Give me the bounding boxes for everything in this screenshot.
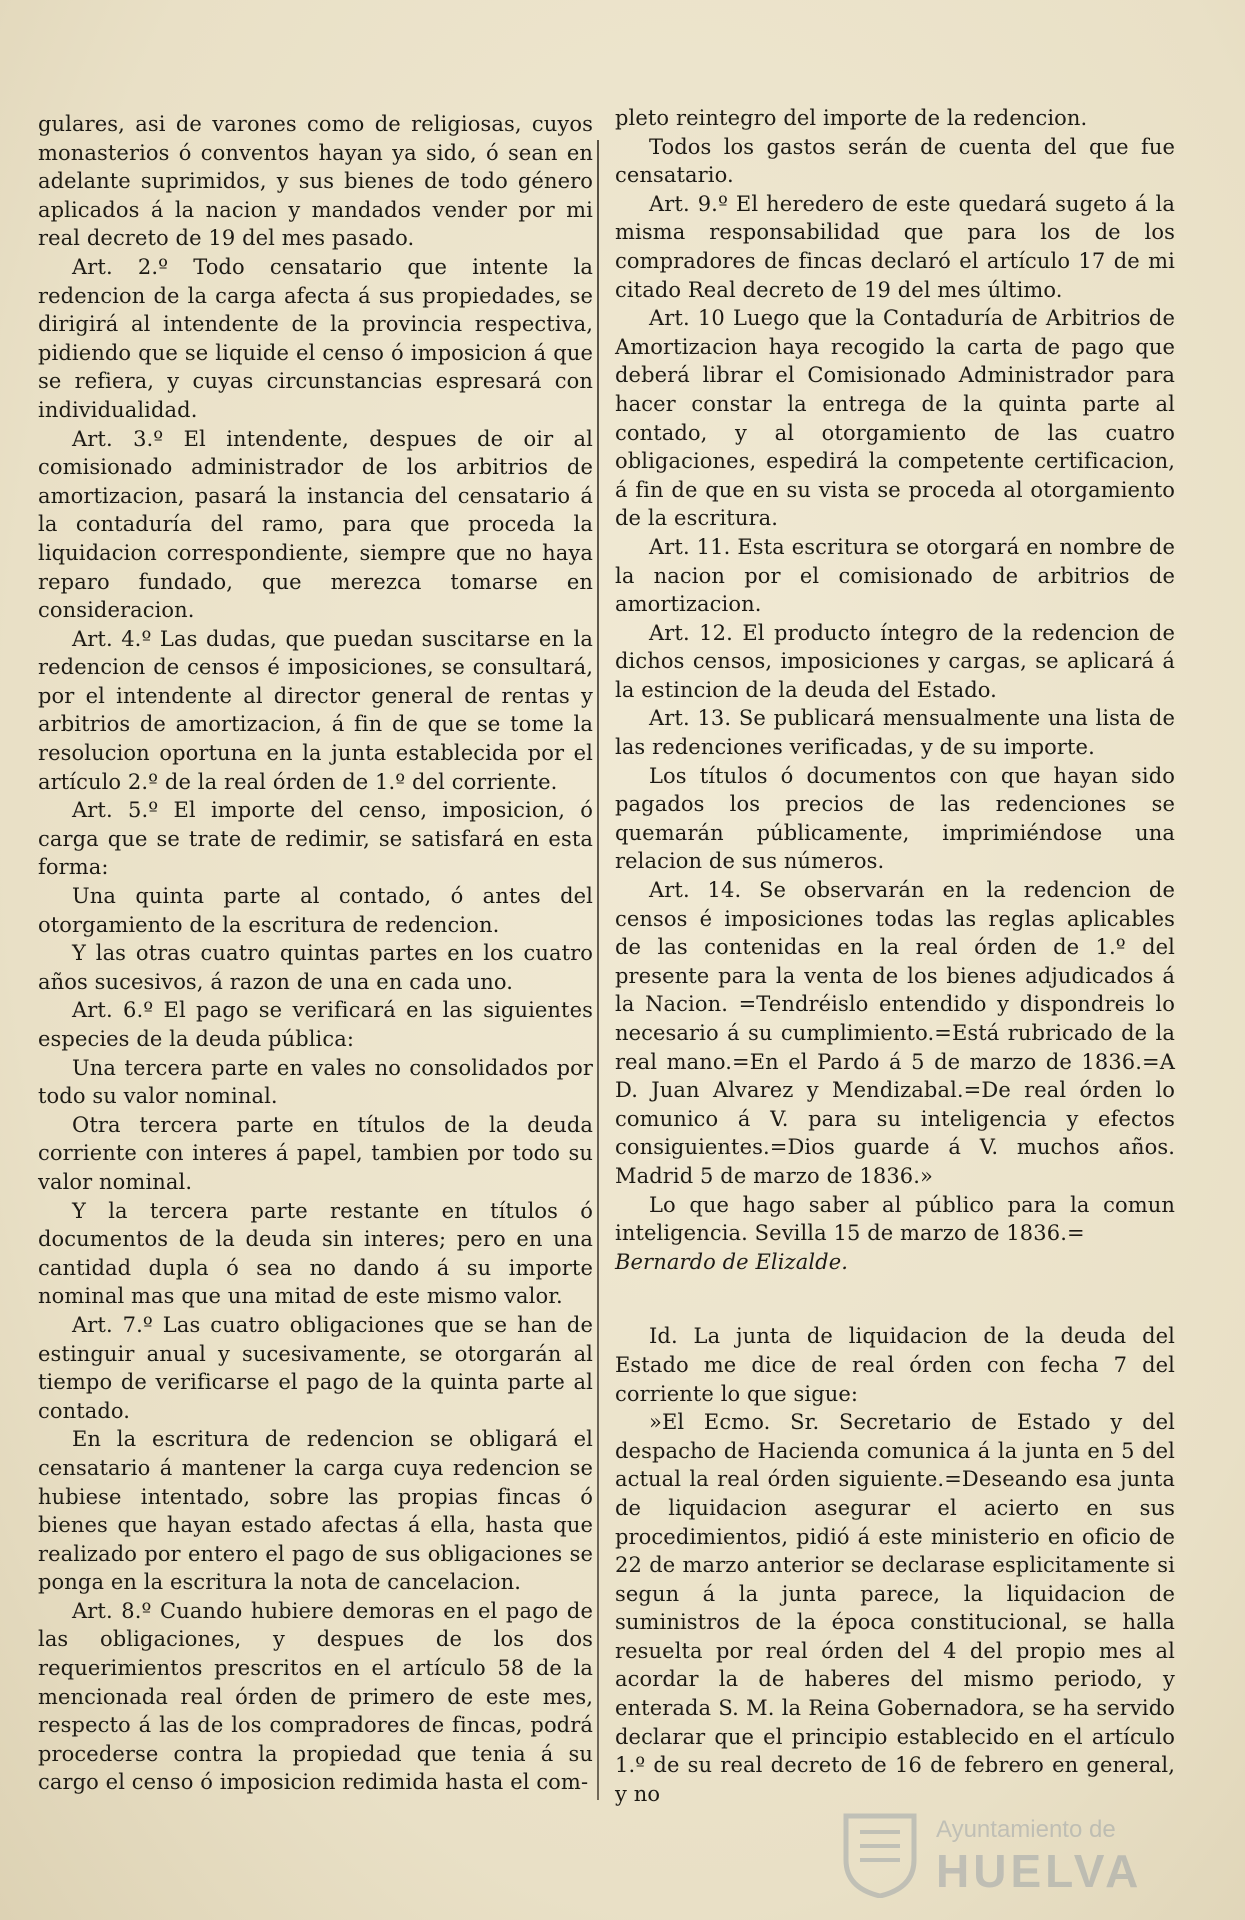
paragraph: Art. 7.º Las cuatro obligaciones que se han de estinguir anual y sucesivamente, se otorgarán al tiempo de verificarse el pago de la quinta parte al contado. xyxy=(38,1312,593,1423)
left-text-column xyxy=(38,110,593,1797)
paragraph: Art. 2.º Todo censatario que intente la redencion de la carga afecta á sus propiedades, se dirigirá al intendente de la provincia respectiva, pidiendo que se liquide el censo ó imposicion á que se refiera, y cuyas circunstancias espresará con individualidad. xyxy=(38,254,593,422)
paragraph: Art. 14. Se observarán en la redencion de censos é imposiciones todas las reglas aplicables de las contenidas en la real órden de 1.º del presente para la venta de los bienes adjudicados á la Nacion. =Tendréislo entendido y dispondreis lo necesario á su cumplimiento.=Está rubricado de la real mano.=En el Pardo á 5 de marzo de 1836.=A D. Juan Alvarez y Mendizabal.=De real órden lo comunico á V. para su inteligencia y efectos consiguientes.=Dios guarde á V. muchos años. Madrid 5 de marzo de 1836.» xyxy=(615,878,1175,1188)
paragraph: Art. 5.º El importe del censo, imposicion, ó carga que se trate de redimir, se satisfará en esta forma: xyxy=(38,798,593,880)
paragraph: Id. La junta de liquidacion de la deuda del Estado me dice de real órden con fecha 7 del corriente lo que sigue: xyxy=(615,1324,1175,1406)
paragraph: Art. 4.º Las dudas, que puedan suscitarse en la redencion de censos é imposiciones, se consultará, por el intendente al director general de rentas y arbitrios de amortizacion, á fin de que se tome la resolucion oportuna en la junta establecida por el artículo 2.º de la real órden de 1.º del corriente. xyxy=(38,626,593,794)
paragraph: Una quinta parte al contado, ó antes del otorgamiento de la escritura de redencion. xyxy=(38,884,593,937)
paragraph: »El Ecmo. Sr. Secretario de Estado y del despacho de Hacienda comunica á la junta en 5 del actual la real órden siguiente.=Deseando esa junta de liquidacion asegurar el acierto en sus procedimientos, pidió á este ministerio en oficio de 22 de marzo anterior se declarase esplicitamente si segun á la junta parece, la liquidacion de suministros de la época constitucional, se halla resuelta por real órden del 4 del propio mes al acordar la de haberes del mismo periodo, y enterada S. M. la Reina Gobernadora, se ha servido declarar que el principio establecido en el artículo 1.º de su real decreto de 16 de febrero en general, y no xyxy=(615,1410,1175,1806)
paragraph: Todos los gastos serán de cuenta del que fue censatario. xyxy=(615,134,1175,188)
watermark-line-2: HUELVA xyxy=(936,1845,1143,1897)
paragraph: Art. 11. Esta escritura se otorgará en nombre de la nacion por el comisionado de arbitrios de amortizacion. xyxy=(615,534,1175,617)
paragraph: Art. 6.º El pago se verificará en las siguientes especies de la deuda pública: xyxy=(38,998,593,1051)
paragraph: Bernardo de Elizalde. xyxy=(615,1249,848,1274)
paragraph: Art. 12. El producto íntegro de la redencion de dichos censos, imposiciones y cargas, se aplicará á la estincion de la deuda del Estado. xyxy=(615,620,1175,702)
paragraph: Lo que hago saber al público para la comun inteligencia. Sevilla 15 de marzo de 1836.= xyxy=(615,1192,1175,1246)
paragraph: Y las otras cuatro quintas partes en los cuatro años sucesivos, á razon de una en cada uno. xyxy=(38,941,593,994)
paragraph: pleto reintegro del importe de la redencion. xyxy=(615,106,1088,130)
paragraph: Los títulos ó documentos con que hayan sido pagados los precios de las redenciones se quemarán públicamente, imprimiéndose una relacion de sus números. xyxy=(615,763,1175,874)
column-divider xyxy=(597,140,599,1800)
right-text-column xyxy=(615,104,1175,1808)
paragraph: gulares, asi de varones como de religiosas, cuyos monasterios ó conventos hayan ya sido, ó sean en adelante suprimidos, y sus bienes de todo género aplicados á la nacion y mandados vender por mi real decreto de 19 del mes pasado. xyxy=(38,112,593,251)
paragraph: Art. 9.º El heredero de este quedará sugeto á la misma responsabilidad que para los de los compradores de fincas declaró el artículo 17 de mi citado Real decreto de 19 del mes último. xyxy=(615,191,1175,302)
paragraph: Art. 8.º Cuando hubiere demoras en el pago de las obligaciones, y despues de los dos requerimientos prescritos en el artículo 58 de la mencionada real órden de primero de este mes, respecto á las de los compradores de fincas, podrá procederse contra la propiedad que tenia á su cargo el censo ó imposicion redimida hasta el com- xyxy=(38,1598,593,1795)
paragraph: Y la tercera parte restante en títulos ó documentos de la deuda sin interes; pero en una cantidad dupla ó sea no dando á su importe nominal mas que una mitad de este mismo valor. xyxy=(38,1198,593,1309)
paragraph: Una tercera parte en vales no consolidados por todo su valor nominal. xyxy=(38,1055,593,1109)
archive-watermark xyxy=(840,1810,1200,1900)
section-gap xyxy=(615,1276,1175,1322)
watermark-line-1: Ayuntamiento de xyxy=(936,1816,1116,1843)
paragraph: Art. 10 Luego que la Contaduría de Arbitrios de Amortizacion haya recogido la carta de pago que deberá librar el Comisionado Administrador para hacer constar la entrega de la quinta parte al contado, y al otorgamiento de las cuatro obligaciones, espedirá la competente certificacion, á fin de que en su vista se proceda al otorgamiento de la escritura. xyxy=(615,306,1175,531)
paragraph: En la escritura de redencion se obligará el censatario á mantener la carga cuya redencion se hubiese intentado, sobre las propias fincas ó bienes que hayan estado afectas á ella, hasta que realizado por entero el pago de sus obligaciones se ponga en la escritura la nota de cancelacion. xyxy=(38,1427,593,1595)
paragraph: Art. 13. Se publicará mensualmente una lista de las redenciones verificadas, y de su importe. xyxy=(615,706,1175,760)
paragraph: Otra tercera parte en títulos de la deuda corriente con interes á papel, tambien por todo su valor nominal. xyxy=(38,1112,593,1194)
city-crest-icon xyxy=(840,1810,920,1898)
paragraph: Art. 3.º El intendente, despues de oir al comisionado administrador de los arbitrios de amortizacion, pasará la instancia del censatario á la contaduría del ramo, para que proceda la liquidacion correspondiente, siempre que no haya reparo fundado, que merezca tomarse en consideracion. xyxy=(38,426,593,623)
